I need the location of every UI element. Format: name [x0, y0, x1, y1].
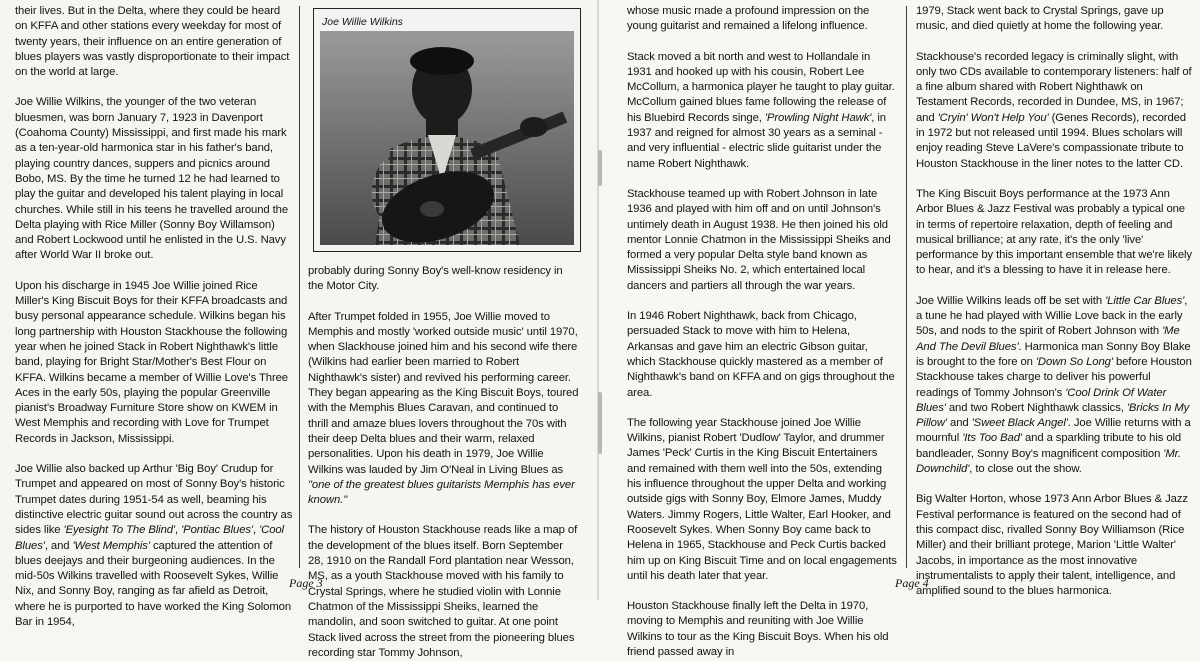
paragraph: 1979, Stack went back to Crystal Springs, gave up music, and died quietly at home the following year.: [916, 5, 1164, 33]
song-title: 'West Memphis': [72, 539, 150, 552]
text-run: (Genes Records), recorded in 1972 but not released until 1994. Blues scholars will enjoy reading Steve LaVere's compassionate tribute to Houston Stackhouse in the liner notes to the latter CD.: [916, 111, 1186, 170]
paragraph: [15, 462, 293, 630]
song-title: 'Me And The Devil Blues': [916, 325, 1180, 353]
text-run: Joe Willie also backed up Arthur 'Big Boy' Crudup for Trumpet and appeared on most of Sonny Boy's historic Trumpet dates during 1951-54 as well, beaming his distinctive electric guitar sound out across the country as sides like: [15, 463, 293, 537]
song-title: 'Its Too Bad': [962, 432, 1022, 445]
paragraph: Stackhouse teamed up with Robert Johnson in late 1936 and played with him off and on until Johnson's untimely death in August 1938. He then joined his old mentor Lonnie Chatmon in the Mississippi Sheiks and formed a very popular Delta style band known as Mississippi Sheiks No. 2, which entertained local dancers and partiers all through the war years.: [627, 187, 891, 292]
text-run: Stackhouse's recorded legacy is criminally slight, with only two CDs available to contemporary listeners: half of a fine album shared with Robert Nighthawk on Testament Records, recorded in Dundee, MS, in 1967; and: [916, 50, 1192, 124]
text-run: , a tune he had played with Willie Love back in the early 50s, and nods to the spirit of Robert Johnson with: [916, 294, 1188, 338]
song-title: 'Cool Blues': [15, 524, 284, 552]
binding-clip: [598, 420, 602, 454]
text-run: Joe Willie Wilkins leads off be set with: [916, 294, 1106, 307]
text-run: and a sparkling tribute to his old bandleader, Sonny Boy's magnificent composition: [916, 432, 1182, 460]
text-column-3: [627, 4, 897, 660]
song-title: 'Sweet Black Angel': [971, 417, 1068, 430]
song-title: 'Cool Drink Of Water Blues': [916, 386, 1167, 414]
text-run: Stack moved a bit north and west to Hollandale in 1931 and hooked up with his cousin, Robert Lee McCollum, a harmonica player he taught to play guitar. McCollum gained blues fame following the release of his Bluebird Records singe,: [627, 50, 895, 124]
paragraph: The following year Stackhouse joined Joe Willie Wilkins, pianist Robert 'Dudlow' Taylor, and drummer James 'Peck' Curtis in the King Biscuit Entertainers and remained with them well into the 50s, extending his influence throughout the upper Delta and working outside gigs with Sonny Boy, Elmore James, Muddy Waters. Jimmy Rogers, Little Walter, Earl Hooker, and Roosevelt Sykes. When Sonny Boy came back to Helena in 1965, Stackhouse and Peck Curtis backed him up on King Biscuit Time and on local engagements until his death later that year.: [627, 416, 897, 582]
text-column-1: [15, 4, 293, 630]
text-run: and two Robert Nighthawk classics,: [945, 401, 1127, 414]
song-title: 'Prowling Night Hawk': [764, 111, 872, 124]
paragraph: Big Walter Horton, whose 1973 Ann Arbor Blues & Jazz Festival performance is featured on the second had of this compact disc, rivalled Sonny Boy Williamson (Rice Miller) and their brilliant protege, Marion 'Little Walter' Jacobs, in importance as the most innovative instrumentalists to apply their talent, intelligence, and amplified sound to the blues harmonica.: [916, 493, 1188, 598]
paragraph: [627, 50, 897, 172]
binding-clip: [598, 150, 602, 186]
photo-frame: [313, 8, 581, 252]
text-run: captured the attention of blues deejays and their burgeoning audiences. In the mid-50s Wilkins travelled with Roosevelt Sykes, Willie Nix, and Sonny Boy, ranging as far afield as Detroit, where he is purported to have worked the King Solomon Bar in 1954,: [15, 539, 292, 628]
paragraph: Upon his discharge in 1945 Joe Willie joined Rice Miller's King Biscuit Boys for their KFFA broadcasts and busy personal appearance schedule. Wilkins began his long partnership with Houston Stackhouse the following year when he joined Stack in Robert Nighthawk's little band, playing for Bright Star/Mother's Best Flour on KFFA. Wilkins became a member of Willie Love's Three Aces in the early 50s, playing the popular Greenville pianist's Broadway Furniture Store show on KWEM in West Memphis and recording with Love for Trumpet Records in Jackson, Mississippi.: [15, 279, 288, 445]
song-title: 'Bricks In My Pillow': [916, 401, 1190, 430]
song-title: 'Eyesight To The Blind': [63, 524, 176, 537]
text-run: before Houston Stackhouse takes charge to deliver his powerful readings of Tommy Johnson's: [916, 355, 1192, 399]
paragraph: The King Biscuit Boys performance at the 1973 Ann Arbor Blues & Jazz Festival was probably a typical one in terms of repertoire relaxation, depth of feeling and musical brilliance; at any rate, it's the only 'live' performance by this important ensemble that we're likely to hear, and it's a blessing to have it in release here.: [916, 187, 1192, 277]
page-number-left: Page 3: [289, 576, 323, 590]
song-title: 'Little Car Blues': [1105, 294, 1185, 307]
text-column-4: [916, 4, 1192, 599]
text-run: ,: [253, 524, 260, 537]
paragraph: In 1946 Robert Nighthawk, back from Chicago, persuaded Stack to move with him to Helena, Arkansas and gave him an electric Gibson guitar, which Stackhouse quickly mastered as a member of Nighthawk's band on KFFA and on gigs throughout the area.: [627, 310, 895, 399]
text-run: . Joe Willie returns with a mournful: [916, 417, 1191, 445]
photo-caption: Joe Willie Wilkins: [322, 16, 403, 28]
text-run: . Harmonica man Sonny Boy Blake is brought to the fore on: [916, 340, 1191, 368]
text-run: , in 1937 and reigned for almost 30 years as a seminal - and very influential - electric slide guitarist under the name Robert Nighthawk.: [627, 111, 886, 170]
page-number-right: Page 4: [895, 576, 929, 590]
paragraph: [916, 294, 1192, 478]
quote: "one of the greatest blues guitarists Memphis has ever known.": [308, 478, 575, 507]
column-divider: [299, 6, 300, 568]
text-run: , and: [44, 539, 73, 552]
paragraph: [916, 50, 1192, 172]
paragraph: Houston Stackhouse finally left the Delta in 1970, moving to Memphis and reuniting with Joe Willie Wilkins to tour as the King Biscuit Boys. When his old friend passed away in: [627, 600, 889, 658]
paragraph: their lives. But in the Delta, where they could be heard on KFFA and other stations every weekday for most of twenty years, their influence on an entire generation of blues players was vastly disproportionate to their impact on the world at large.: [15, 5, 290, 79]
song-title: 'Pontiac Blues': [181, 524, 253, 537]
paragraph: [308, 310, 580, 509]
text-column-2: [308, 264, 580, 661]
song-title: 'Mr. Downchild': [916, 447, 1181, 476]
text-run: After Trumpet folded in 1955, Joe Willie moved to Memphis and mostly 'worked outside music' until 1970, when Slackhouse joined him and his second wife there (Wilkins had earlier been married to Robert Nighthawk's sister) and revived his performing career. They began appearing as the King Biscuit Boys, toured with the Memphis Blues Caravan, and continued to thrill and amaze blues lovers throughout the 70s with their deep Delta blues and their warm, relaxed personalities. Upon his death in 1979, Joe Willie Wilkins was lauded by Jim O'Neal in Living Blues as: [308, 310, 579, 476]
text-run: ,: [175, 524, 182, 537]
song-title: 'Down So Long': [1035, 355, 1113, 368]
text-run: and: [946, 417, 972, 430]
paragraph: probably during Sonny Boy's well-know residency in the Motor City.: [308, 265, 563, 293]
musician-photo: [320, 31, 574, 245]
song-title: 'Cryin' Won't Help You': [937, 111, 1049, 124]
column-divider: [906, 6, 907, 568]
text-run: , to close out the show.: [969, 463, 1082, 476]
paragraph: whose music rnade a profound impression on the young guitarist and remained a lifelong influence.: [627, 5, 870, 33]
paragraph: The history of Houston Stackhouse reads like a map of the development of the blues itself. Born September 28, 1910 on the Randall Ford plantation near Wesson, MS, as a youth Stackhouse moved with his family to Crystal Springs, where he studied violin with Lonnie Chatmon of the Mississippi Sheiks, learned the mandolin, and soon switched to guitar. At one point Stack lived across the street from the pioneering blues recording star Tommy Johnson,: [308, 524, 578, 659]
paragraph: Joe Willie Wilkins, the younger of the two veteran bluesmen, was born January 7, 1923 in Davenport (Coahoma County) Mississippi, and first made his mark as a ten-year-old harmonica star in his father's band, playing country dances, suppers and picnics around Bobo, MS. By the time he turned 12 he had learned to play the guitar and developed his talent playing in local churches. While still in his teens he travelled around the Delta playing with Rice Miller (Sonny Boy Willamson) and Robert Lockwood until he enlisted in the U.S. Navy after World War II broke out.: [15, 96, 289, 262]
